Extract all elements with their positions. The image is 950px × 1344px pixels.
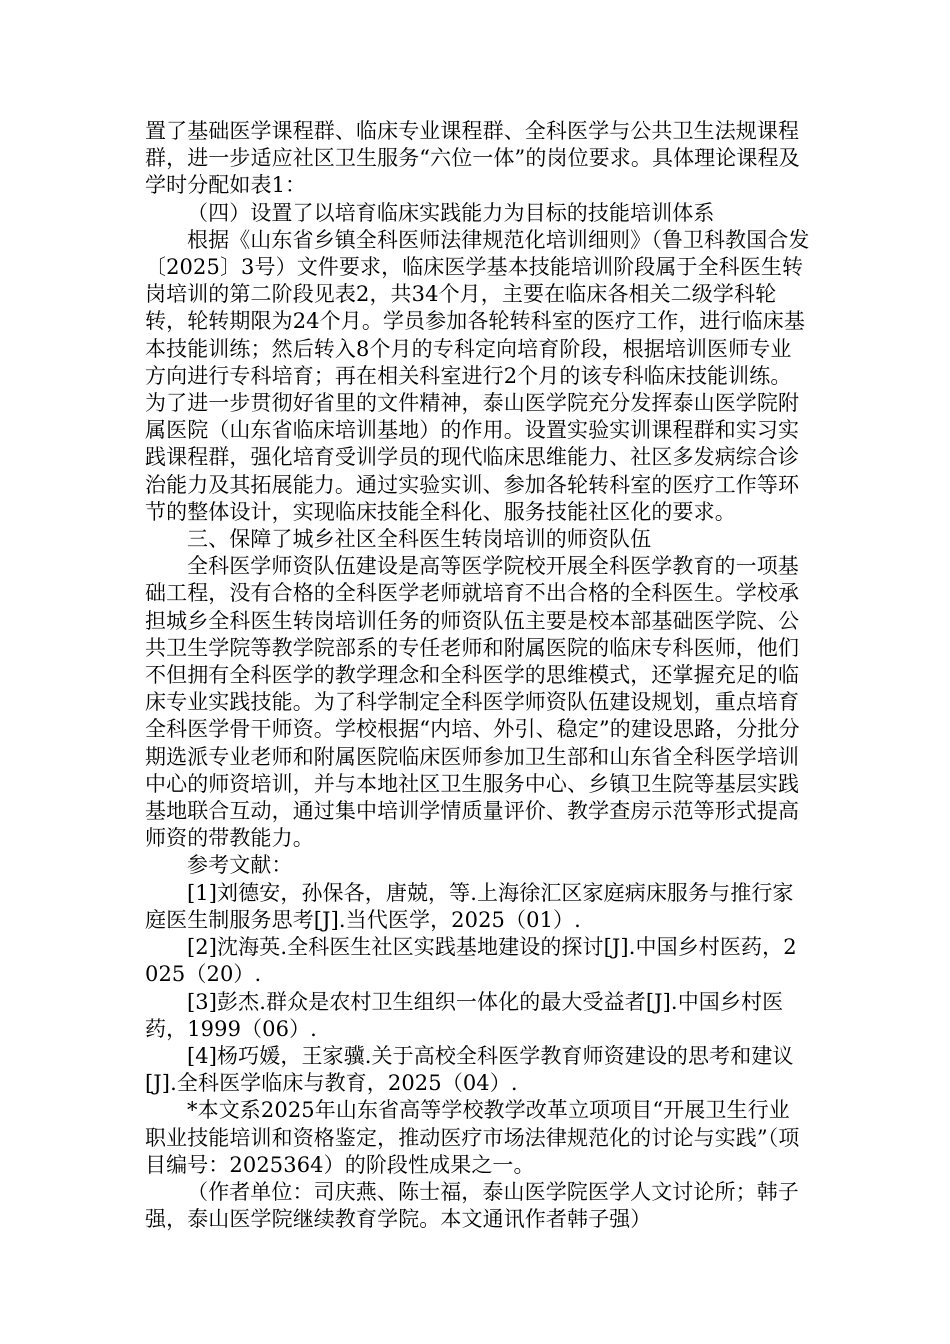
body-paragraph-faculty: 全科医学师资队伍建设是高等医学院校开展全科医学教育的一项基础工程，没有合格的全科医学老师就培育不出合格的全科医生。学校承担城乡全科医生转岗培训任务的师资队伍主要是校本部基础医学院、公共卫生学院等教学院部系的专任老师和附属医院的临床专科医师，他们不但拥有全科医学的教学理念和全科医学的思维模式，还掌握充足的临床专业实践技能。为了科学制定全科医学师资队伍建设规划，重点培育全科医学骨干师资。学校根据“内培、外引、稳定”的建设思路，分批分期选派专业老师和附属医院临床医师参加卫生部和山东省全科医学培训中心的师资培训，并与本地社区卫生服务中心、乡镇卫生院等基层实践基地联合互动，通过集中培训学情质量评价、教学查房示范等形式提高师资的带教能力。 [145, 554, 800, 851]
section-heading-skills-training: （四）设置了以培育临床实践能力为目标的技能培训体系 [187, 200, 715, 225]
author-affiliation: （作者单位：司庆燕、陈士福，泰山医学院医学人文讨论所；韩子强，泰山医学院继续教育学院。本文通讯作者韩子强） [145, 1179, 799, 1232]
body-paragraph-training-rules: 根据《山东省乡镇全科医师法律规范化培训细则》（鲁卫科教国合发〔2025〕3号）文件要求，临床医学基本技能培训阶段属于全科医生转岗培训的第二阶段见表2，共34个月，主要在临床各相关二级学科轮转，轮转期限为24个月。学员参加各轮转科室的医疗工作，进行临床基本技能训练；然后转入8个月的专科定向培育阶段，根据培训医师专业方向进行专科培育；再在相关科室进行2个月的该专科临床技能训练。为了进一步贯彻好省里的文件精神，泰山医学院充分发挥泰山医学院附属医院（山东省临床培训基地）的作用。设置实验实训课程群和实习实践课程群，强化培育受训学员的现代临床思维能力、社区多发病综合诊治能力及其拓展能力。通过实验实训、参加各轮转科室的医疗工作等环节的整体设计，实现临床技能全科化、服务技能社区化的要求。 [145, 227, 810, 524]
section-heading-faculty: 三、保障了城乡社区全科医生转岗培训的师资队伍 [187, 527, 652, 552]
reference-item-1: [1]刘德安，孙保各，唐兢，等.上海徐汇区家庭病床服务与推行家庭医生制服务思考[J].当代医学，2025（01）. [145, 880, 794, 932]
references-heading: 参考文献： [187, 853, 293, 878]
document-body [145, 118, 810, 1233]
reference-item-4: [4]杨巧媛，王家骥.关于高校全科医学教育师资建设的思考和建议[J].全科医学临床与教育，2025（04）. [145, 1043, 794, 1096]
body-paragraph-curriculum: 置了基础医学课程群、临床专业课程群、全科医学与公共卫生法规课程群，进一步适应社区卫生服务“六位一体”的岗位要求。具体理论课程及学时分配如表1： [145, 119, 800, 198]
reference-item-3: [3]彭杰.群众是农村卫生组织一体化的最大受益者[J].中国乡村医药，1999（06）. [145, 989, 784, 1041]
funding-note: *本文系2025年山东省高等学校教学改革立项项目“开展卫生行业职业技能培训和资格鉴定，推动医疗市场法律规范化的讨论与实践”（项目编号：2025364）的阶段性成果之一。 [145, 1098, 800, 1177]
reference-item-2: [2]沈海英.全科医生社区实践基地建设的探讨[J].中国乡村医药，2025（20）. [145, 935, 797, 987]
